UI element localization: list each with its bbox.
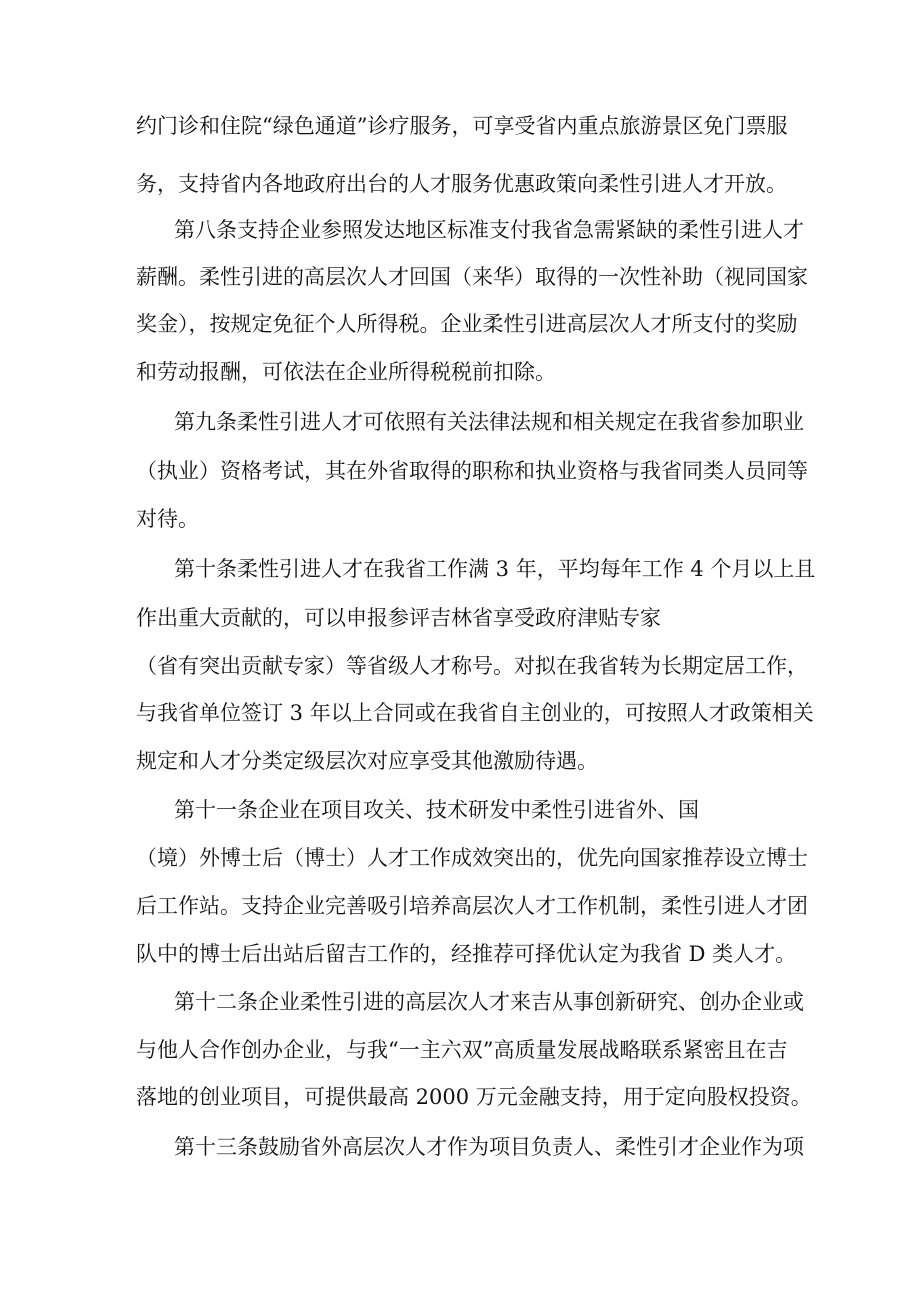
article-9-line: 第九条柔性引进人才可依照有关法律法规和相关规定在我省参加职业 (174, 410, 804, 434)
article-12-line: 与他人合作创办企业，与我“一主六双”高质量发展战略联系紧密且在吉 (136, 1038, 788, 1062)
paragraph-line: 务，支持省内各地政府出台的人才服务优惠政策向柔性引进人才开放。 (136, 172, 787, 196)
article-8-line: 薪酬。柔性引进的高层次人才回国（来华）取得的一次性补助（视同国家 (136, 265, 808, 289)
article-10-line: 规定和人才分类定级层次对应享受其他激励待遇。 (136, 749, 598, 773)
article-8-line: 和劳动报酬，可依法在企业所得税税前扣除。 (136, 360, 556, 384)
article-10-line: 第十条柔性引进人才在我省工作满 3 年，平均每年工作 4 个月以上且 (174, 557, 816, 581)
article-12-line: 第十二条企业柔性引进的高层次人才来吉从事创新研究、创办企业或 (174, 990, 804, 1014)
article-13-line: 第十三条鼓励省外高层次人才作为项目负责人、柔性引才企业作为项 (174, 1135, 804, 1159)
article-11-line: 队中的博士后出站后留吉工作的，经推荐可择优认定为我省 D 类人才。 (136, 942, 797, 966)
article-8-line: 第八条支持企业参照发达地区标准支付我省急需紧缺的柔性引进人才 (174, 218, 804, 242)
article-11-line: 第十一条企业在项目攻关、技术研发中柔性引进省外、国 (174, 798, 699, 822)
paragraph-line: 约门诊和住院“绿色通道”诊疗服务，可享受省内重点旅游景区免门票服 (136, 114, 788, 138)
article-9-line: （执业）资格考试，其在外省取得的职称和执业资格与我省同类人员同等 (136, 459, 808, 483)
article-8-line: 奖金），按规定免征个人所得税。企业柔性引进高层次人才所支付的奖励 (136, 312, 798, 336)
article-9-line: 对待。 (136, 507, 199, 531)
article-12-line: 落地的创业项目，可提供最高 2000 万元金融支持，用于定向股权投资。 (136, 1085, 812, 1109)
article-10-line: 作出重大贡献的，可以申报参评吉林省享受政府津贴专家 (136, 606, 661, 630)
article-10-line: （省有突出贡献专家）等省级人才称号。对拟在我省转为长期定居工作， (136, 654, 808, 678)
article-11-line: 后工作站。支持企业完善吸引培养高层次人才工作机制，柔性引进人才团 (136, 894, 808, 918)
article-10-line: 与我省单位签订 3 年以上合同或在我省自主创业的，可按照人才政策相关 (136, 701, 814, 725)
article-11-line: （境）外博士后（博士）人才工作成效突出的，优先向国家推荐设立博士 (136, 846, 808, 870)
